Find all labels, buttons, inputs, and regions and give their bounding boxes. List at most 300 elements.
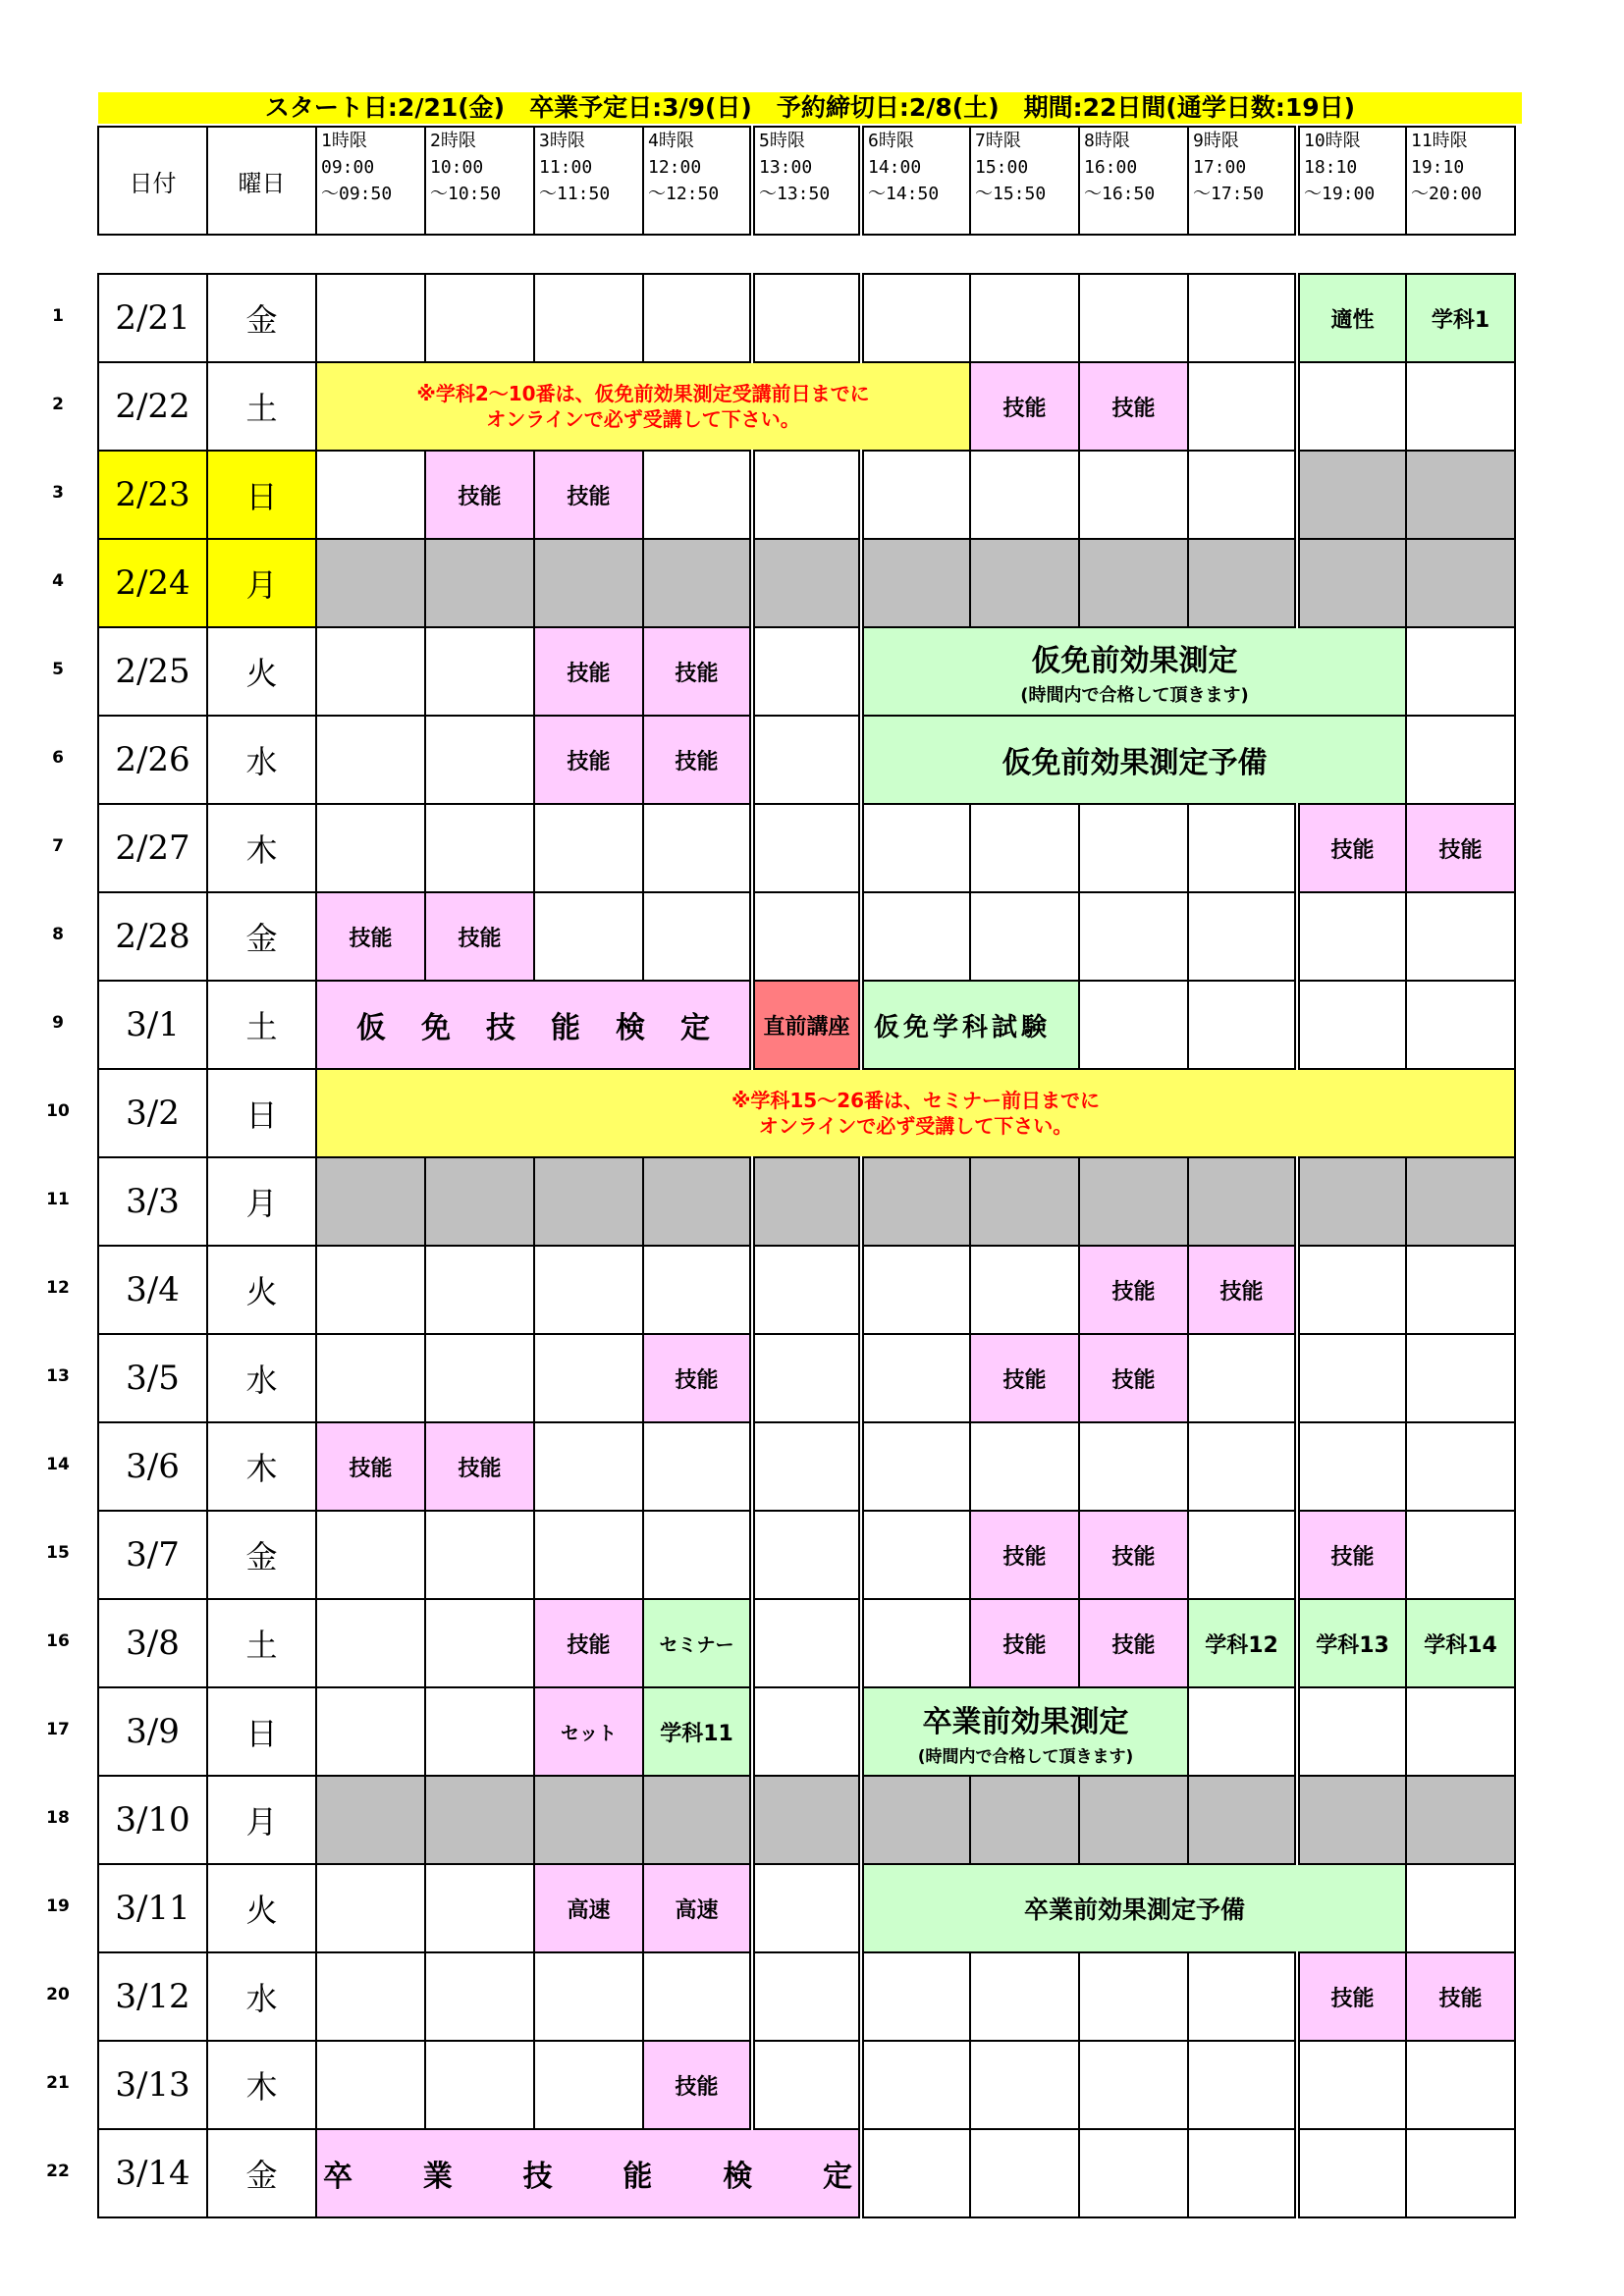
skill-cell[interactable]: 技能 xyxy=(534,451,643,539)
date-cell: 3/2 xyxy=(98,1069,207,1157)
slot-cell[interactable] xyxy=(970,274,1079,362)
skill-cell[interactable]: 技能 xyxy=(1297,1511,1406,1599)
closed-slot xyxy=(1188,1776,1297,1864)
slot-cell[interactable] xyxy=(1188,1422,1297,1511)
sotsugyo-effect-spare-cell[interactable]: 卒業前効果測定予備 xyxy=(861,1864,1406,1952)
weekday-cell: 金 xyxy=(207,274,316,362)
weekday-cell: 月 xyxy=(207,1157,316,1246)
exam-char: 技 xyxy=(522,2160,553,2194)
date-cell: 3/10 xyxy=(98,1776,207,1864)
slot-cell[interactable] xyxy=(1079,274,1188,362)
slot-cell[interactable] xyxy=(425,804,534,892)
slot-cell[interactable] xyxy=(970,892,1079,981)
table-row xyxy=(98,804,1515,892)
exam-char: 技 xyxy=(486,1011,515,1045)
slot-cell[interactable] xyxy=(1079,804,1188,892)
karimen-effect-test-note: (時間内で合格して頂きます) xyxy=(1020,685,1249,706)
row-number: 1 xyxy=(52,306,64,326)
closed-slot xyxy=(425,1157,534,1246)
date-column-header: 日付 xyxy=(98,127,207,235)
skill-cell[interactable]: 技能 xyxy=(970,1599,1079,1687)
seminar-cell[interactable]: セミナー xyxy=(643,1599,752,1687)
slot-cell[interactable] xyxy=(861,1334,970,1422)
slot-cell[interactable] xyxy=(316,274,425,362)
slot-cell[interactable] xyxy=(1079,2041,1188,2129)
slot-cell[interactable] xyxy=(1188,804,1297,892)
slot-cell[interactable] xyxy=(1297,1334,1406,1422)
exam-char: 定 xyxy=(680,1011,710,1045)
slot-cell[interactable] xyxy=(1188,2041,1297,2129)
slot-cell[interactable] xyxy=(1297,1687,1406,1776)
closed-slot xyxy=(316,539,425,627)
slot-cell[interactable] xyxy=(1297,981,1406,1069)
skill-cell[interactable]: 技能 xyxy=(1079,1599,1188,1687)
slot-cell[interactable] xyxy=(425,274,534,362)
skill-cell[interactable]: 技能 xyxy=(970,1511,1079,1599)
slot-cell[interactable] xyxy=(316,1599,425,1687)
slot-cell[interactable] xyxy=(1079,451,1188,539)
table-row xyxy=(98,1599,1515,1687)
row-number: 12 xyxy=(46,1278,70,1298)
weekday-column-header: 曜日 xyxy=(207,127,316,235)
row-number: 18 xyxy=(46,1808,70,1828)
karimen-skill-exam-cell[interactable] xyxy=(316,981,752,1069)
slot-cell[interactable] xyxy=(425,1334,534,1422)
skill-cell[interactable]: 技能 xyxy=(1297,1952,1406,2041)
row-number: 5 xyxy=(52,660,64,679)
skill-cell[interactable]: 技能 xyxy=(316,892,425,981)
slot-cell[interactable] xyxy=(425,1511,534,1599)
skill-cell[interactable]: 技能 xyxy=(316,1422,425,1511)
table-row xyxy=(98,2129,1515,2217)
sotsugyo-effect-test-cell[interactable] xyxy=(861,1687,1188,1776)
slot-cell[interactable] xyxy=(1406,2041,1515,2129)
weekday-cell: 金 xyxy=(207,1511,316,1599)
slot-cell[interactable] xyxy=(1079,1952,1188,2041)
date-cell: 3/14 xyxy=(98,2129,207,2217)
slot-cell[interactable] xyxy=(316,1246,425,1334)
closed-slot xyxy=(752,1776,861,1864)
date-cell: 2/21 xyxy=(98,274,207,362)
gakka-13-cell[interactable]: 学科13 xyxy=(1297,1599,1406,1687)
exam-char: 能 xyxy=(551,1011,580,1045)
slot-cell[interactable] xyxy=(425,2041,534,2129)
slot-cell[interactable] xyxy=(1297,2129,1406,2217)
date-cell: 2/26 xyxy=(98,716,207,804)
skill-cell[interactable]: 技能 xyxy=(643,627,752,716)
row-number: 4 xyxy=(52,571,64,591)
slot-cell[interactable] xyxy=(425,1246,534,1334)
slot-cell[interactable] xyxy=(861,1952,970,2041)
slot-cell[interactable] xyxy=(752,627,861,716)
closed-slot xyxy=(1297,451,1406,539)
slot-cell[interactable] xyxy=(1188,451,1297,539)
table-row xyxy=(98,1069,1515,1157)
closed-slot xyxy=(970,1157,1079,1246)
skill-cell[interactable]: 技能 xyxy=(643,2041,752,2129)
skill-cell[interactable]: 技能 xyxy=(534,1599,643,1687)
slot-cell[interactable] xyxy=(1297,2041,1406,2129)
slot-cell[interactable] xyxy=(425,1687,534,1776)
slot-cell[interactable] xyxy=(316,804,425,892)
highway-cell[interactable]: 高速 xyxy=(643,1864,752,1952)
skill-cell[interactable]: 技能 xyxy=(534,627,643,716)
closed-slot xyxy=(316,1157,425,1246)
table-row xyxy=(98,274,1515,362)
slot-cell[interactable] xyxy=(752,274,861,362)
slot-cell[interactable] xyxy=(534,2041,643,2129)
slot-cell[interactable] xyxy=(752,1687,861,1776)
weekday-cell: 土 xyxy=(207,1599,316,1687)
closed-slot xyxy=(643,1157,752,1246)
slot-cell[interactable] xyxy=(1406,1246,1515,1334)
slot-cell[interactable] xyxy=(970,1952,1079,2041)
table-row xyxy=(98,1952,1515,2041)
weekday-cell: 日 xyxy=(207,1687,316,1776)
skill-cell[interactable]: 技能 xyxy=(643,1334,752,1422)
karimen-effect-spare-cell[interactable]: 仮免前効果測定予備 xyxy=(861,716,1406,804)
date-cell: 3/13 xyxy=(98,2041,207,2129)
closed-slot xyxy=(534,1776,643,1864)
slot-cell[interactable] xyxy=(425,627,534,716)
date-cell: 2/22 xyxy=(98,362,207,451)
slot-cell[interactable] xyxy=(643,274,752,362)
slot-cell[interactable] xyxy=(1406,716,1515,804)
row-number: 11 xyxy=(46,1190,70,1209)
slot-cell[interactable] xyxy=(752,1599,861,1687)
slot-cell[interactable] xyxy=(1188,274,1297,362)
period-6-header: 6時限 14:00 ～14:50 xyxy=(861,127,970,235)
period-5-header: 5時限 13:00 ～13:50 xyxy=(752,127,861,235)
slot-cell[interactable] xyxy=(1079,2129,1188,2217)
row-number: 17 xyxy=(46,1720,70,1739)
slot-cell[interactable] xyxy=(752,2041,861,2129)
closed-slot xyxy=(316,1776,425,1864)
gakka-11-cell[interactable]: 学科11 xyxy=(643,1687,752,1776)
slot-cell[interactable] xyxy=(1188,892,1297,981)
slot-cell[interactable] xyxy=(534,804,643,892)
period-3-header: 3時限 11:00 ～11:50 xyxy=(534,127,643,235)
closed-slot xyxy=(752,1157,861,1246)
weekday-cell: 金 xyxy=(207,2129,316,2217)
slot-cell[interactable] xyxy=(1079,1422,1188,1511)
date-cell: 2/27 xyxy=(98,804,207,892)
row-number: 6 xyxy=(52,748,64,768)
aptitude-test-cell[interactable]: 適性 xyxy=(1297,274,1406,362)
skill-cell[interactable]: 技能 xyxy=(425,451,534,539)
karimen-effect-test-title: 仮免前効果測定 xyxy=(1031,644,1238,678)
slot-cell[interactable] xyxy=(643,892,752,981)
closed-slot xyxy=(1079,1157,1188,1246)
slot-cell[interactable] xyxy=(1297,892,1406,981)
skill-cell[interactable]: 技能 xyxy=(1188,1246,1297,1334)
weekday-cell: 水 xyxy=(207,1952,316,2041)
row-number: 16 xyxy=(46,1631,70,1651)
skill-cell[interactable]: 技能 xyxy=(970,362,1079,451)
gakka-14-cell[interactable]: 学科14 xyxy=(1406,1599,1515,1687)
closed-slot xyxy=(643,1776,752,1864)
date-cell: 2/25 xyxy=(98,627,207,716)
slot-cell[interactable] xyxy=(316,627,425,716)
highway-cell[interactable]: 高速 xyxy=(534,1864,643,1952)
slot-cell[interactable] xyxy=(1188,1952,1297,2041)
row-number: 14 xyxy=(46,1455,70,1474)
slot-cell[interactable] xyxy=(316,451,425,539)
sotsugyo-effect-test-title: 卒業前効果測定 xyxy=(922,1704,1129,1739)
slot-cell[interactable] xyxy=(534,1511,643,1599)
table-row xyxy=(98,892,1515,981)
sotsugyo-skill-exam-cell[interactable] xyxy=(316,2129,861,2217)
online-notice-2-line2: オンラインで必ず受講して下さい。 xyxy=(758,1114,1073,1138)
slot-cell[interactable] xyxy=(316,1687,425,1776)
slot-cell[interactable] xyxy=(861,451,970,539)
weekday-cell: 水 xyxy=(207,1334,316,1422)
slot-cell[interactable] xyxy=(1406,981,1515,1069)
slot-cell[interactable] xyxy=(1406,1511,1515,1599)
slot-cell[interactable] xyxy=(643,1511,752,1599)
closed-slot xyxy=(1188,1157,1297,1246)
slot-cell[interactable] xyxy=(643,1422,752,1511)
slot-cell[interactable] xyxy=(643,1952,752,2041)
period-10-header: 10時限 18:10 ～19:00 xyxy=(1297,127,1406,235)
slot-cell[interactable] xyxy=(534,892,643,981)
slot-cell[interactable] xyxy=(1406,1422,1515,1511)
table-row xyxy=(98,981,1515,1069)
weekday-cell: 火 xyxy=(207,1864,316,1952)
closed-slot xyxy=(1079,1776,1188,1864)
slot-cell[interactable] xyxy=(970,451,1079,539)
slot-cell[interactable] xyxy=(752,892,861,981)
slot-cell[interactable] xyxy=(861,1246,970,1334)
weekday-cell: 土 xyxy=(207,981,316,1069)
row-number: 21 xyxy=(46,2073,70,2093)
slot-cell[interactable] xyxy=(1188,1511,1297,1599)
slot-cell[interactable] xyxy=(1406,1334,1515,1422)
closed-slot xyxy=(1406,1157,1515,1246)
slot-cell[interactable] xyxy=(1188,1687,1297,1776)
slot-cell[interactable] xyxy=(752,1952,861,2041)
slot-cell[interactable] xyxy=(643,804,752,892)
table-row xyxy=(98,539,1515,627)
exam-char: 能 xyxy=(623,2160,653,2194)
period-header xyxy=(97,126,1516,236)
slot-cell[interactable] xyxy=(970,2129,1079,2217)
date-cell: 2/28 xyxy=(98,892,207,981)
row-number: 7 xyxy=(52,836,64,856)
closed-slot xyxy=(861,1157,970,1246)
slot-cell[interactable] xyxy=(534,1422,643,1511)
row-number: 22 xyxy=(46,2162,70,2181)
date-cell: 2/23 xyxy=(98,451,207,539)
slot-cell[interactable] xyxy=(752,716,861,804)
weekday-cell: 月 xyxy=(207,539,316,627)
skill-cell[interactable]: 技能 xyxy=(1079,1246,1188,1334)
slot-cell[interactable] xyxy=(1188,362,1297,451)
slot-cell[interactable] xyxy=(1406,1864,1515,1952)
period-7-header: 7時限 15:00 ～15:50 xyxy=(970,127,1079,235)
slot-cell[interactable] xyxy=(752,804,861,892)
slot-cell[interactable] xyxy=(861,1422,970,1511)
date-cell: 3/7 xyxy=(98,1511,207,1599)
row-number: 3 xyxy=(52,483,64,503)
slot-cell[interactable] xyxy=(861,2041,970,2129)
skill-cell[interactable]: 技能 xyxy=(425,892,534,981)
slot-cell[interactable] xyxy=(970,1422,1079,1511)
slot-cell[interactable] xyxy=(425,1864,534,1952)
skill-cell[interactable]: 技能 xyxy=(534,716,643,804)
closed-slot xyxy=(1406,1776,1515,1864)
skill-cell[interactable]: 技能 xyxy=(1406,804,1515,892)
slot-cell[interactable] xyxy=(534,1246,643,1334)
row-number: 13 xyxy=(46,1366,70,1386)
slot-cell[interactable] xyxy=(1297,362,1406,451)
table-row xyxy=(98,1157,1515,1246)
slot-cell[interactable] xyxy=(861,1511,970,1599)
weekday-cell: 木 xyxy=(207,1422,316,1511)
online-notice-1-line1: ※学科2～10番は、仮免前効果測定受講前日までに xyxy=(416,382,870,405)
weekday-cell: 木 xyxy=(207,2041,316,2129)
closed-slot xyxy=(1297,1157,1406,1246)
skill-cell[interactable]: 技能 xyxy=(1079,1511,1188,1599)
row-number: 9 xyxy=(52,1013,64,1033)
weekday-cell: 金 xyxy=(207,892,316,981)
period-11-header: 11時限 19:10 ～20:00 xyxy=(1406,127,1515,235)
date-cell: 3/9 xyxy=(98,1687,207,1776)
slot-cell[interactable] xyxy=(752,1511,861,1599)
slot-cell[interactable] xyxy=(316,716,425,804)
slot-cell[interactable] xyxy=(316,1511,425,1599)
slot-cell[interactable] xyxy=(1297,1246,1406,1334)
slot-cell[interactable] xyxy=(316,1864,425,1952)
exam-char: 卒 xyxy=(323,2160,352,2194)
slot-cell[interactable] xyxy=(861,892,970,981)
closed-slot xyxy=(861,539,970,627)
gakka-12-cell[interactable]: 学科12 xyxy=(1188,1599,1297,1687)
pre-lecture-cell[interactable]: 直前講座 xyxy=(752,981,861,1069)
skill-cell[interactable]: 技能 xyxy=(1079,1334,1188,1422)
skill-cell[interactable]: 技能 xyxy=(1079,362,1188,451)
date-cell: 3/5 xyxy=(98,1334,207,1422)
skill-cell[interactable]: 技能 xyxy=(425,1422,534,1511)
schedule-summary-banner: スタート日:2/21(金) 卒業予定日:3/9(日) 予約締切日:2/8(土) 期間:22日間(通学日数:19日) xyxy=(98,92,1522,124)
period-9-header: 9時限 17:00 ～17:50 xyxy=(1188,127,1297,235)
slot-cell[interactable] xyxy=(316,1952,425,2041)
table-row xyxy=(98,1334,1515,1422)
karimen-written-exam-cell[interactable]: 仮免学科試験 xyxy=(861,981,1079,1069)
slot-cell[interactable] xyxy=(1188,2129,1297,2217)
row-number: 19 xyxy=(46,1896,70,1916)
slot-cell[interactable] xyxy=(316,2041,425,2129)
slot-cell[interactable] xyxy=(1406,1687,1515,1776)
slot-cell[interactable] xyxy=(643,451,752,539)
slot-cell[interactable] xyxy=(1406,2129,1515,2217)
slot-cell[interactable] xyxy=(425,1952,534,2041)
gakka-1-cell[interactable]: 学科1 xyxy=(1406,274,1515,362)
slot-cell[interactable] xyxy=(861,804,970,892)
slot-cell[interactable] xyxy=(1079,892,1188,981)
weekday-cell: 月 xyxy=(207,1776,316,1864)
skill-cell[interactable]: 技能 xyxy=(1406,1952,1515,2041)
date-cell: 2/24 xyxy=(98,539,207,627)
row-number: 20 xyxy=(46,1985,70,2004)
weekday-cell: 火 xyxy=(207,627,316,716)
slot-cell[interactable] xyxy=(861,1599,970,1687)
skill-cell[interactable]: 技能 xyxy=(970,1334,1079,1422)
schedule-table xyxy=(97,273,1516,2218)
slot-cell[interactable] xyxy=(1406,892,1515,981)
slot-cell[interactable] xyxy=(643,1246,752,1334)
karimen-effect-test-cell[interactable] xyxy=(861,627,1406,716)
date-cell: 3/4 xyxy=(98,1246,207,1334)
slot-cell[interactable] xyxy=(534,1334,643,1422)
closed-slot xyxy=(1079,539,1188,627)
online-notice-2-line1: ※学科15～26番は、セミナー前日までに xyxy=(731,1089,1101,1112)
slot-cell[interactable] xyxy=(534,274,643,362)
slot-cell[interactable] xyxy=(752,451,861,539)
table-row xyxy=(98,2041,1515,2129)
slot-cell[interactable] xyxy=(425,716,534,804)
exam-char: 定 xyxy=(822,2160,852,2194)
slot-cell[interactable] xyxy=(970,2041,1079,2129)
slot-cell[interactable] xyxy=(861,2129,970,2217)
date-cell: 3/3 xyxy=(98,1157,207,1246)
online-notice-1 xyxy=(316,362,970,451)
slot-cell[interactable] xyxy=(534,1952,643,2041)
skill-cell[interactable]: 技能 xyxy=(1297,804,1406,892)
slot-cell[interactable] xyxy=(1297,1422,1406,1511)
row-number: 10 xyxy=(46,1101,70,1121)
skill-cell[interactable]: 技能 xyxy=(643,716,752,804)
period-8-header: 8時限 16:00 ～16:50 xyxy=(1079,127,1188,235)
closed-slot xyxy=(534,1157,643,1246)
period-1-header: 1時限 09:00 ～09:50 xyxy=(316,127,425,235)
slot-cell[interactable] xyxy=(1079,981,1188,1069)
table-row xyxy=(98,716,1515,804)
table-row xyxy=(98,1422,1515,1511)
set-cell[interactable]: セット xyxy=(534,1687,643,1776)
slot-cell[interactable] xyxy=(970,1246,1079,1334)
slot-cell[interactable] xyxy=(752,1334,861,1422)
slot-cell[interactable] xyxy=(425,1599,534,1687)
slot-cell[interactable] xyxy=(970,804,1079,892)
exam-char: 仮 xyxy=(356,1011,386,1045)
slot-cell[interactable] xyxy=(1188,1334,1297,1422)
date-cell: 3/11 xyxy=(98,1864,207,1952)
sotsugyo-effect-test-note: (時間内で合格して頂きます) xyxy=(917,1746,1134,1767)
exam-char: 業 xyxy=(422,2160,453,2194)
closed-slot xyxy=(970,539,1079,627)
table-row xyxy=(98,1687,1515,1776)
closed-slot xyxy=(1406,539,1515,627)
slot-cell[interactable] xyxy=(1188,981,1297,1069)
slot-cell[interactable] xyxy=(752,1422,861,1511)
table-row xyxy=(98,1511,1515,1599)
table-row xyxy=(98,1776,1515,1864)
slot-cell[interactable] xyxy=(316,1334,425,1422)
exam-char: 免 xyxy=(421,1011,451,1045)
date-cell: 3/1 xyxy=(98,981,207,1069)
row-number: 2 xyxy=(52,395,64,414)
slot-cell[interactable] xyxy=(861,274,970,362)
slot-cell[interactable] xyxy=(1406,362,1515,451)
exam-char: 検 xyxy=(616,1011,645,1045)
table-row xyxy=(98,1246,1515,1334)
period-4-header: 4時限 12:00 ～12:50 xyxy=(643,127,752,235)
slot-cell[interactable] xyxy=(1406,627,1515,716)
table-row xyxy=(98,627,1515,716)
slot-cell[interactable] xyxy=(752,1246,861,1334)
slot-cell[interactable] xyxy=(752,1864,861,1952)
